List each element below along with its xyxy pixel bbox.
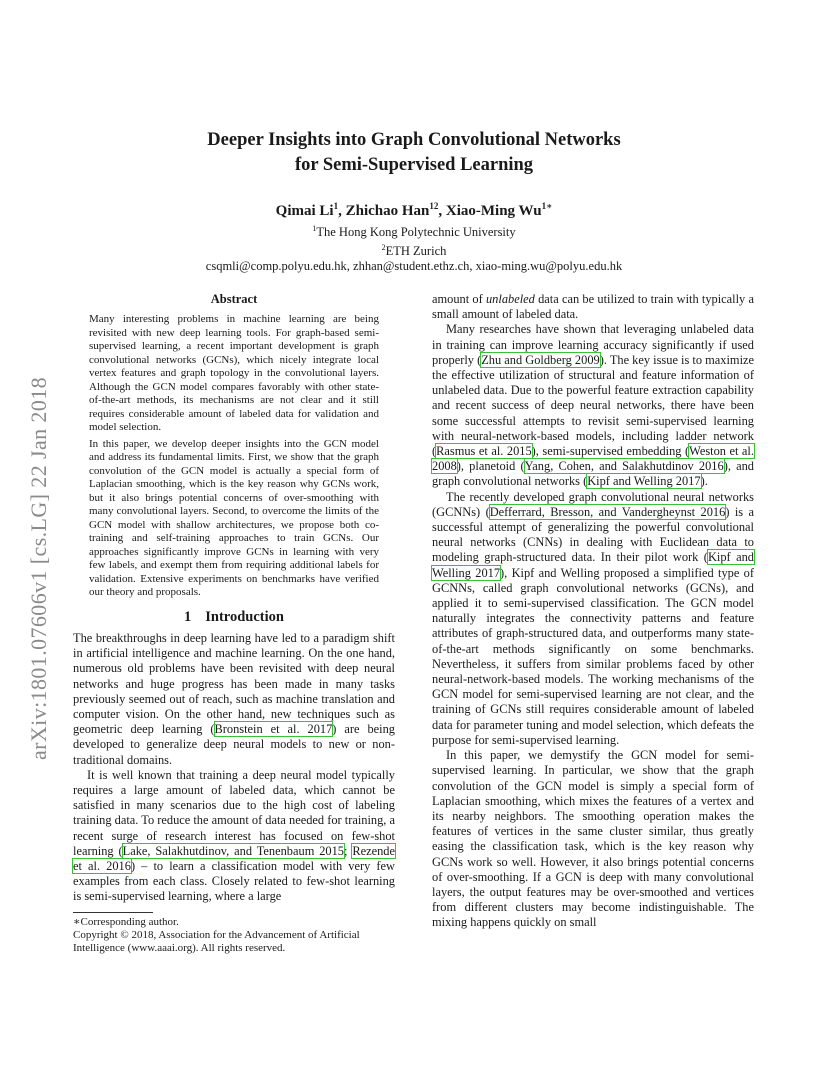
author-name: Qimai Li (275, 203, 334, 219)
author-emails: csqmli@comp.polyu.edu.hk, zhhan@student.ethz.ch, xiao-ming.wu@polyu.edu.hk (205, 259, 623, 274)
paper-title: Deeper Insights into Graph Convolutional Networks for Semi-Supervised Learning (207, 130, 621, 175)
footnote (73, 912, 395, 955)
arxiv-stamp (22, 290, 52, 760)
abstract-heading: Abstract (210, 292, 258, 306)
paper-header (0, 128, 828, 274)
body-paragraph: In this paper, we demystify the GCN model for semi-supervised learning. In particular, we show that the graph convolution of the GCN model is simply a special form of Laplacian smoothing, which mixes the features of a vertex and its nearby neighbors. The smoothing operation makes the features of vertices in the same cluster similar, thus greatly easing the classification task, which is the key reason why GCNs work so well. However, it also brings potential concerns of over-smoothing. If a GCN is deep with many convolutional layers, the output features may be over-smoothed and vertices from different clusters may become indistinguishable. The mixing happens quickly on small (432, 748, 754, 930)
body-paragraph: The recently developed graph convolutional neural networks (GCNNs) (Defferrard, Bresson, and Vandergheynst 2016) is a successful attempt of generalizing the powerful convolutional neural networks (CNNs) in dealing with Euclidean data to modeling graph-structured data. In their pilot work (Kipf and Welling 2017), Kipf and Welling proposed a simplified type of GCNNs, called graph convolutional networks (GCNs), and applied it to semi-supervised classification. The GCN model naturally integrates the connectivity patterns and feature attributes of graph-structured data, and outperforms many state-of-the-art methods significantly on some benchmarks. Nevertheless, it suffers from similar problems faced by other neural-network-based models. The working mechanisms of the GCN model for semi-supervised learning are not clear, and the training of GCNs still requires considerable amount of labeled data for parameter tuning and model selection, which defeats the purpose for semi-supervised learning. (432, 489, 754, 747)
affiliation: $^2$ETH Zurich (381, 243, 447, 259)
citation-link[interactable]: Rezende et al. 2016 (73, 843, 395, 873)
citation-link[interactable]: Lake, Salakhutdinov, and Tenenbaum 2015 (122, 843, 344, 858)
footnote-rule (73, 912, 153, 913)
body-paragraph: It is well known that training a deep neural model typically requires a large amount of labeled data, which cannot be satisfied in many scenarios due to the high cost of labeling training data. To reduce the amount of data needed for training, a recent surge of research interest has focused on few-shot learning (Lake, Salakhutdinov, and Tenenbaum 2015; Rezende et al. 2016) – to learn a classification model with very few examples from each class. Closely related to few-shot learning is semi-supervised learning, where a large (73, 767, 395, 904)
body-paragraph: amount of unlabeled data can be utilized to train with typically a small amount of labeled data. (432, 292, 754, 322)
left-column (73, 292, 395, 905)
arxiv-id: arXiv:1801.07606v1 [cs.LG] 22 Jan 2018 (26, 376, 51, 760)
citation-link[interactable]: Weston et al. 2008 (432, 444, 754, 474)
citation-link[interactable]: Yang, Cohen, and Salakhutdinov 2016 (524, 459, 724, 474)
abstract-paragraph: In this paper, we develop deeper insights into the GCN model and address its fundamental limits. First, we show that the graph convolution of the GCN model is actually a special form of Laplacian smoothing, which is the key reason why GCNs work, but it also brings potential concerns of over-smoothing with many convolutional layers. Second, to overcome the limits of the GCN model with shallow architectures, we propose both co-training and self-training approaches to train GCNs. Our approaches significantly improve GCNs in learning with very few labels, and exempt them from requiring additional labels for validation. Extensive experiments on benchmarks have verified our theory and proposals. (89, 437, 379, 599)
author-name: Zhichao Han (345, 203, 430, 219)
section-heading: 1 Introduction (184, 608, 284, 625)
citation-link[interactable]: Defferrard, Bresson, and Vandergheynst 2016 (489, 504, 726, 519)
abstract (73, 292, 395, 600)
affiliation: $^1$The Hong Kong Polytechnic University (312, 224, 516, 240)
author-name: Xiao-Ming Wu (445, 203, 542, 219)
citation-link[interactable]: Kipf and Welling 2017 (587, 474, 701, 489)
right-column (432, 292, 754, 931)
abstract-paragraph: Many interesting problems in machine learning are being revisited with new deep learning tools. For graph-based semi-supervised learning, a recent important development is graph convolutional networks (GCNs), which nicely integrate local vertex features and graph topology in the convolutional layers. Although the GCN model compares favorably with other state-of-the-art methods, its mechanisms are not clear and it still requires considerable amount of labeled data for validation and model selection. (89, 313, 379, 434)
body-paragraph: The breakthroughs in deep learning have led to a paradigm shift in artificial intelligence and machine learning. On the one hand, numerous old problems have been revisited with deep neural networks and huge progress has been made in many tasks previously seemed out of reach, such as machine translation and computer vision. On the other hand, new techniques such as geometric deep learning (Bronstein et al. 2017) are being developed to generalize deep neural models to new or non-traditional domains. (73, 630, 395, 767)
citation-link[interactable]: Zhu and Goldberg 2009 (481, 352, 600, 367)
citation-link[interactable]: Kipf and Welling 2017 (432, 550, 754, 580)
author-list: Qimai Li$^1$, Zhichao Han$^{12}$, Xiao-Ming $Wu^{1∗}$ (275, 201, 553, 219)
corresponding-note: ∗Corresponding author. (73, 916, 179, 928)
copyright-note: Copyright © 2018, Association for the Advancement of Artificial Intelligence (www.aaai.org). All rights reserved. (73, 929, 360, 954)
body-paragraph: Many researches have shown that leveraging unlabeled data in training can improve learning accuracy significantly if used properly (Zhu and Goldberg 2009). The key issue is to maximize the effective utilization of structural and feature information of unlabeled data. Due to the powerful feature extraction capability and recent success of deep neural networks, there have been some successful attempts to revisit semi-supervised learning with neural-network-based models, including ladder network (Rasmus et al. 2015), semi-supervised embedding (Weston et al. 2008), planetoid (Yang, Cohen, and Salakhutdinov 2016), and graph convolutional networks (Kipf and Welling 2017). (432, 322, 755, 489)
citation-link[interactable]: Bronstein et al. 2017 (214, 722, 333, 737)
citation-link[interactable]: Rasmus et al. 2015 (436, 444, 532, 459)
